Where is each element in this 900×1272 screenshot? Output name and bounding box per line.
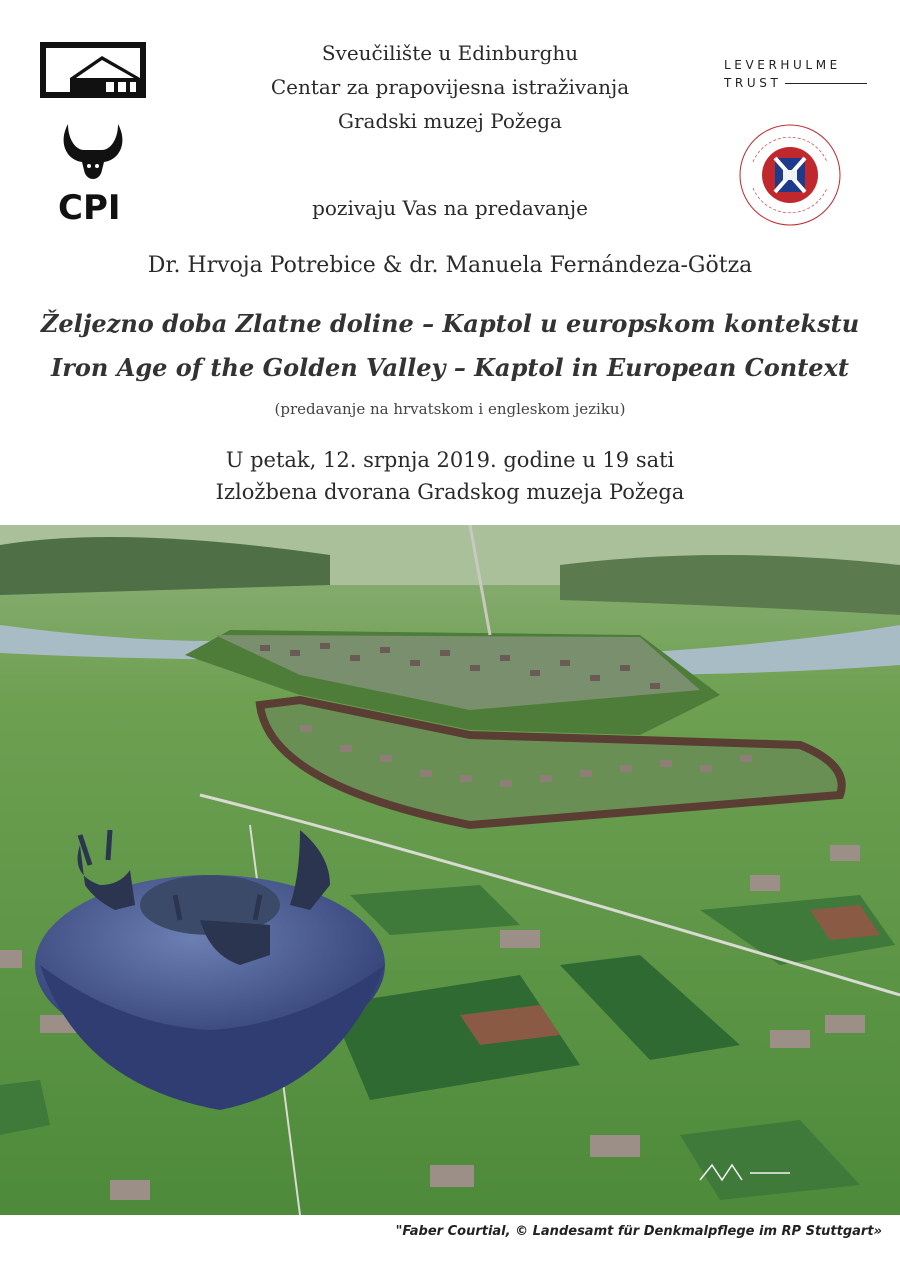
- event-datetime: U petak, 12. srpnja 2019. godine u 19 sati: [225, 448, 675, 472]
- cpi-logo-text: CPI: [58, 188, 121, 228]
- iron-age-settlement-illustration: [0, 525, 900, 1215]
- speakers-line: Dr. Hrvoja Potrebice & dr. Manuela Fernándeza-Götza: [147, 253, 753, 278]
- lecture-title-en: Iron Age of the Golden Valley – Kaptol in European Context: [51, 353, 849, 382]
- leverhulme-line1: LEVERHULME: [724, 58, 841, 72]
- leverhulme-line2: TRUST: [724, 74, 867, 92]
- organizers-block: [0, 36, 900, 138]
- event-venue: Izložbena dvorana Gradskog muzeja Požega: [215, 480, 685, 504]
- organizer-museum: Gradski muzej Požega: [338, 109, 562, 133]
- organizer-edinburgh: Sveučilište u Edinburghu: [321, 41, 579, 65]
- language-note: (predavanje na hrvatskom i engleskom jeziku): [274, 400, 626, 418]
- lecture-title-hr: Željezno doba Zlatne doline – Kaptol u europskom kontekstu: [40, 309, 860, 338]
- image-credit: "Faber Courtial, © Landesamt für Denkmalpflege im RP Stuttgart»: [395, 1224, 882, 1239]
- organizer-centre: Centar za prapovijesna istraživanja: [270, 75, 630, 99]
- event-details: [0, 444, 900, 508]
- lecture-title-block: [0, 302, 900, 390]
- invitation-text: pozivaju Vas na predavanje: [312, 196, 588, 220]
